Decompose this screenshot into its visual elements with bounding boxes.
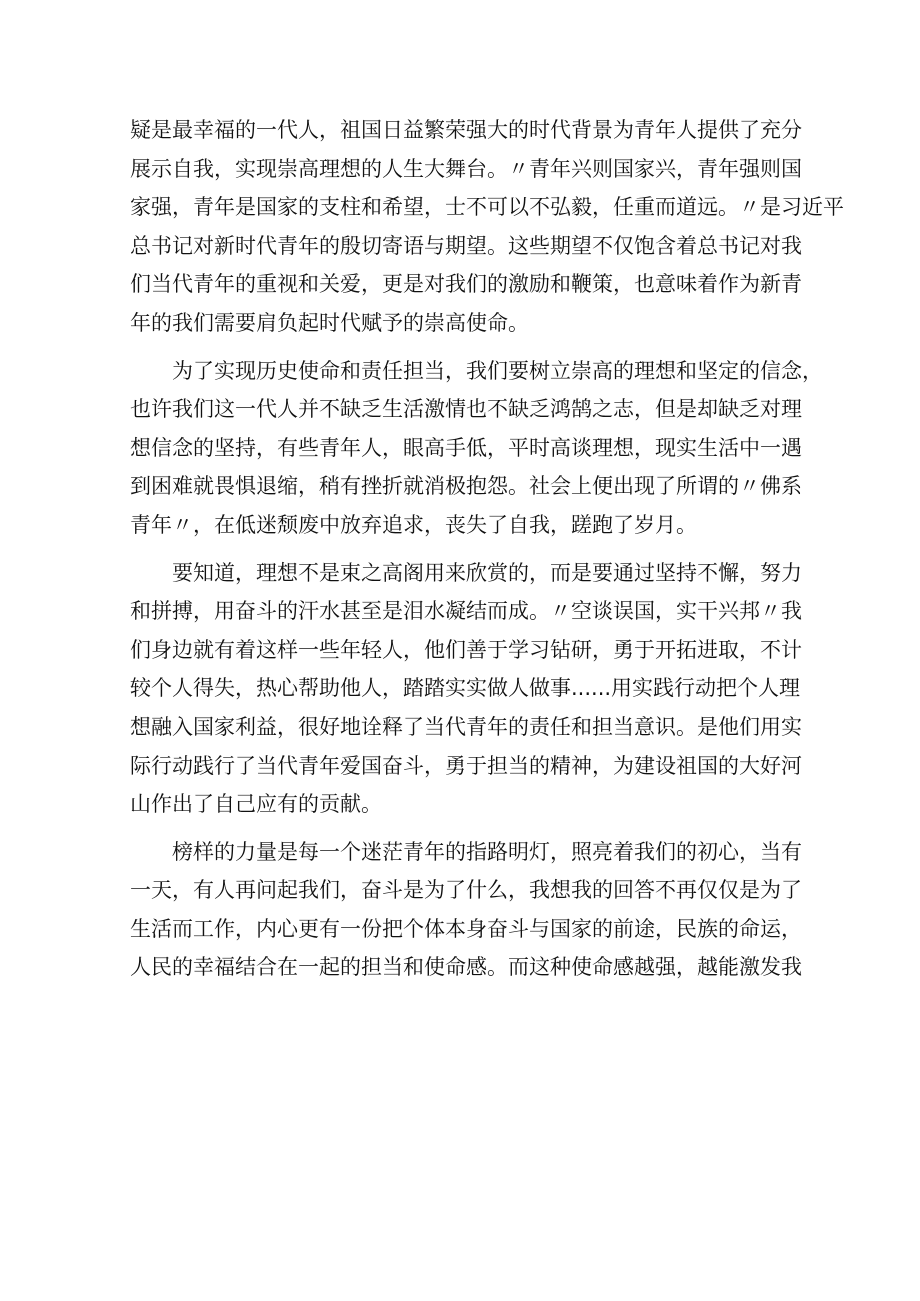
- text-line: 一天，有人再问起我们，奋斗是为了什么，我想我的回答不再仅仅是为了: [130, 878, 802, 903]
- paragraph-2: [130, 352, 823, 545]
- text-line: 为了实现历史使命和责任担当，我们要树立崇高的理想和坚定的信念，: [172, 358, 823, 383]
- text-line: 疑是最幸福的一代人，祖国日益繁荣强大的时代背景为青年人提供了充分: [130, 118, 802, 142]
- text-line: 际行动践行了当代青年爱国奋斗，勇于担当的精神，为建设祖国的大好河: [130, 753, 802, 778]
- paragraph-1: [130, 111, 844, 343]
- text-line: 和拼搏，用奋斗的汗水甚至是泪水凝结而成。〃空谈误国，实干兴邦〃我: [130, 599, 802, 624]
- text-line: 想融入国家利益，很好地诠释了当代青年的责任和担当意识。是他们用实: [130, 714, 802, 739]
- text-line: 展示自我，实现崇高理想的人生大舞台。〃青年兴则国家兴，青年强则国: [130, 156, 802, 181]
- text-line: 年的我们需要肩负起时代赋予的崇高使命。: [130, 310, 529, 335]
- text-line: 们身边就有着这样一些年轻人，他们善于学习钻研，勇于开拓进取，不计: [130, 637, 802, 662]
- paragraph-3: [130, 554, 802, 824]
- text-line: 想信念的坚持，有些青年人，眼高手低，平时高谈理想，现实生活中一遇: [130, 435, 802, 460]
- text-line: 青年〃，在低迷颓废中放弃追求，丧失了自我，蹉跑了岁月。: [130, 512, 697, 537]
- paragraph-4: [130, 833, 802, 987]
- text-line: 山作出了自己应有的贡献。: [130, 792, 382, 817]
- text-line: 人民的幸福结合在一起的担当和使命感。而这种使命感越强，越能激发我: [130, 955, 802, 980]
- text-line: 到困难就畏惧退缩，稍有挫折就消极抱怨。社会上便出现了所谓的〃佛系: [130, 474, 802, 499]
- text-line: 家强，青年是国家的支柱和希望，士不可以不弘毅，任重而道远。〃是习近平: [130, 195, 844, 220]
- text-line: 生活而工作，内心更有一份把个体本身奋斗与国家的前途，民族的命运，: [130, 916, 802, 941]
- text-line: 要知道，理想不是束之高阁用来欣赏的，而是要通过坚持不懈，努力: [172, 560, 802, 585]
- document-body: [130, 111, 844, 987]
- text-line: 总书记对新时代青年的殷切寄语与期望。这些期望不仅饱含着总书记对我: [130, 233, 802, 258]
- text-line: 较个人得失，热心帮助他人，踏踏实实做人做事......用实践行动把个人理: [130, 676, 801, 701]
- text-line: 也许我们这一代人并不缺乏生活激情也不缺乏鸿鹄之志，但是却缺乏对理: [130, 397, 802, 422]
- text-line: 榜样的力量是每一个迷茫青年的指路明灯，照亮着我们的初心，当有: [172, 839, 802, 864]
- text-line: 们当代青年的重视和关爱，更是对我们的激励和鞭策，也意味着作为新青: [130, 272, 802, 297]
